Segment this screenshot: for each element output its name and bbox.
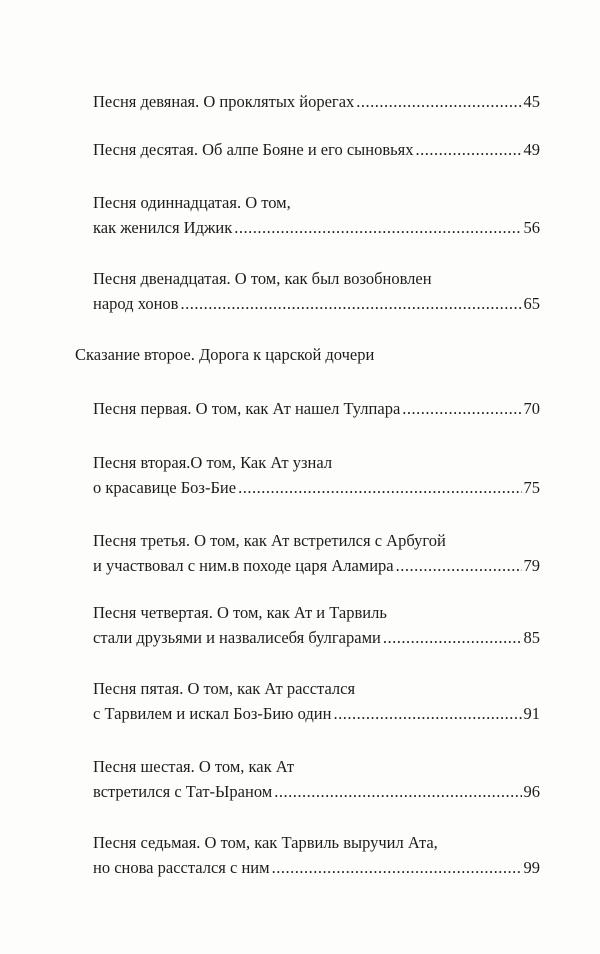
- toc-entry-title: Песня двенадцатая. О том, как был возобновлен: [93, 269, 432, 288]
- dot-leader: [416, 137, 522, 162]
- toc-entry-title: Песня седьмая. О том, как Тарвиль выручил Ата,: [93, 833, 438, 852]
- toc-entry[interactable]: [93, 190, 540, 240]
- toc-entry[interactable]: [93, 450, 540, 500]
- dot-leader: [333, 701, 521, 726]
- toc-entry-title: Песня одиннадцатая. О том,: [93, 193, 291, 212]
- toc-entry-line: [93, 754, 540, 779]
- toc-entry-line: [93, 553, 540, 578]
- toc-entry[interactable]: [93, 396, 540, 421]
- dot-leader: [356, 89, 521, 114]
- toc-entry[interactable]: [93, 600, 540, 650]
- toc-entry-title: Песня вторая.О том, Как Ат узнал: [93, 453, 333, 472]
- toc-page-number: 65: [523, 294, 540, 313]
- toc-page-number: 85: [523, 628, 540, 647]
- dot-leader: [272, 855, 522, 880]
- toc-entry-title: Песня первая. О том, как Ат нашел Тулпара: [93, 399, 401, 418]
- toc-entry-line: [93, 450, 540, 475]
- toc-entry[interactable]: [93, 89, 540, 114]
- dot-leader: [383, 625, 522, 650]
- toc-entry-title: Песня пятая. О том, как Ат расстался: [93, 679, 356, 698]
- toc-entry-line: [93, 701, 540, 726]
- toc-entry-line: [93, 625, 540, 650]
- toc-entry-line: [93, 190, 540, 215]
- toc-entry-line: [93, 528, 540, 553]
- toc-entry-title: Песня девяная. О проклятых йорегах: [93, 92, 355, 111]
- dot-leader: [238, 475, 521, 500]
- toc-entry-line: [93, 89, 540, 114]
- toc-entry-title: Песня четвертая. О том, как Ат и Тарвиль: [93, 603, 387, 622]
- toc-entry-title-cont: но снова расстался с ним: [93, 858, 270, 877]
- toc-page-number: 75: [523, 478, 540, 497]
- dot-leader: [396, 553, 522, 578]
- toc-page-number: 91: [523, 704, 540, 723]
- toc-entry[interactable]: [93, 754, 540, 804]
- toc-page-number: 70: [523, 399, 540, 418]
- toc-page-number: 56: [523, 218, 540, 237]
- toc-entry[interactable]: [93, 266, 540, 316]
- toc-entry-line: [93, 137, 540, 162]
- dot-leader: [402, 396, 521, 421]
- toc-entry-line: [93, 600, 540, 625]
- dot-leader: [274, 779, 521, 804]
- toc-page-number: 79: [523, 556, 540, 575]
- toc-page-number: 45: [523, 92, 540, 111]
- dot-leader: [234, 215, 521, 240]
- dot-leader: [180, 291, 521, 316]
- toc-entry-line: [93, 291, 540, 316]
- toc-entry-title-cont: стали друзьями и назвалисебя булгарами: [93, 628, 381, 647]
- toc-entry-title-cont: народ хонов: [93, 294, 179, 313]
- toc-entry-line: [93, 475, 540, 500]
- toc-entry[interactable]: [93, 830, 540, 880]
- toc-entry-title-cont: как женился Иджик: [93, 218, 233, 237]
- toc-entry-title-cont: и участвовал с ним.в походе царя Аламира: [93, 556, 394, 575]
- toc-entry-title: Песня третья. О том, как Ат встретился с Арбугой: [93, 531, 446, 550]
- section-heading: Сказание второе. Дорога к царской дочери: [75, 345, 375, 364]
- toc-entry-line: [93, 855, 540, 880]
- toc-entry-line: [93, 396, 540, 421]
- toc-entry-title-cont: о красавице Боз-Бие: [93, 478, 237, 497]
- toc-entry-line: [93, 676, 540, 701]
- toc-entry-title: Песня десятая. Об алпе Бояне и его сыновьях: [93, 140, 414, 159]
- toc-entry-title-cont: с Тарвилем и искал Боз-Бию один: [93, 704, 332, 723]
- toc-page-number: 96: [523, 782, 540, 801]
- toc-entry[interactable]: [93, 137, 540, 162]
- toc-entry-title-cont: встретился с Тат-Ыраном: [93, 782, 273, 801]
- toc-entry-title: Песня шестая. О том, как Ат: [93, 757, 295, 776]
- toc-entry[interactable]: [93, 528, 540, 578]
- toc-entry-line: [93, 830, 540, 855]
- toc-entry-line: [93, 779, 540, 804]
- toc-entry[interactable]: [93, 676, 540, 726]
- toc-entry-line: [93, 215, 540, 240]
- toc-page-number: 49: [523, 140, 540, 159]
- toc-entry-line: [93, 266, 540, 291]
- toc-page-number: 99: [523, 858, 540, 877]
